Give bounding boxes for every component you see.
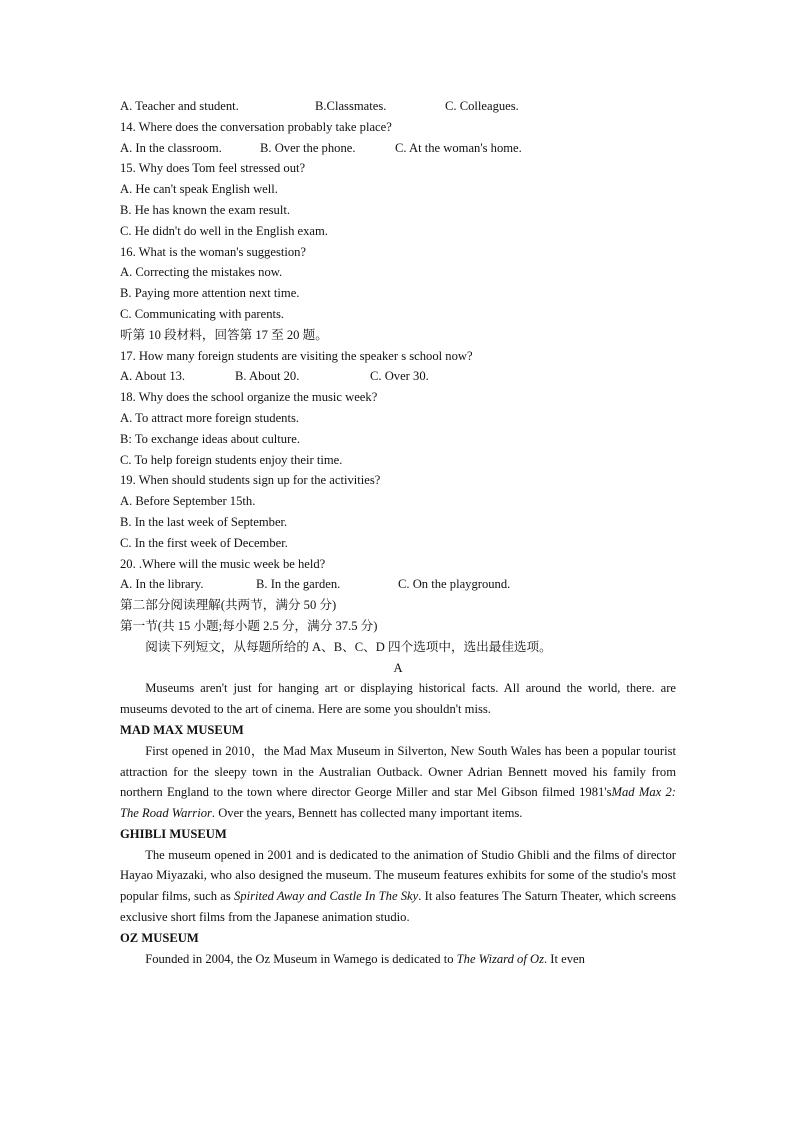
paragraph-text: . It even (544, 951, 585, 966)
option-text: A. Teacher and student. (120, 99, 239, 113)
option-text: C. Over 30. (370, 369, 429, 384)
option-text: C. Colleagues. (445, 99, 519, 113)
option-text: A. He can't speak English well. (120, 182, 278, 197)
option-row (120, 574, 676, 595)
question-text: 20. .Where will the music week be held? (120, 556, 326, 571)
option-text: A. In the library. (120, 577, 204, 592)
question-text: 14. Where does the conversation probably take place? (120, 119, 392, 134)
option-text: C. To help foreign students enjoy their time. (120, 452, 343, 467)
option-text: B. In the garden. (256, 577, 341, 592)
option-text: A. To attract more foreign students. (120, 410, 299, 425)
paragraph-text: . It also features The Saturn Theater, which screens exclusive short films from the Japanese animation studio. (120, 889, 676, 925)
film-title: Spirited Away and Castle In The Sky (234, 889, 419, 904)
option-text: A. About 13. (120, 369, 186, 384)
film-title: Mad Max 2: The Road Warrior (120, 785, 677, 821)
option-text: C. At the woman's home. (395, 140, 522, 155)
paragraph-text: First opened in 2010，the Mad Max Museum in Silverton, New South Wales has been a popular tourist attraction for the sleepy town in the Australian Outback. Owner Adrian Bennett moved his family from northern England to the town where director George Miller and star Mel Gibson filmed 1981's (120, 743, 676, 800)
option-text: A. Correcting the mistakes now. (120, 265, 283, 280)
museum-paragraph (120, 949, 676, 970)
option-text: B. In the last week of September. (120, 514, 288, 529)
question-text: 16. What is the woman's suggestion? (120, 244, 307, 259)
option-text: B. Over the phone. (260, 140, 356, 155)
option-text: B.Classmates. (315, 99, 387, 113)
museum-heading: OZ MUSEUM (120, 930, 199, 945)
section-instruction: 第一节(共 15 小题;每小题 2.5 分，满分 37.5 分) (120, 618, 378, 633)
option-text: B. He has known the exam result. (120, 202, 290, 217)
section-instruction: 听第 10 段材料，回答第 17 至 20 题。 (120, 327, 328, 342)
option-text: C. On the playground. (398, 577, 511, 592)
section-instruction: 第二部分阅读理解(共两节，满分 50 分) (120, 598, 337, 613)
museum-paragraph (120, 845, 676, 928)
museum-heading: GHIBLI MUSEUM (120, 826, 227, 841)
question-text: 19. When should students sign up for the activities? (120, 473, 381, 488)
question-text: 17. How many foreign students are visiting the speaker s school now? (120, 348, 473, 363)
passage-intro: Museums aren't just for hanging art or displaying historical facts. All around the world, there. are museums devoted to the art of cinema. Here are some you shouldn't miss. (120, 681, 676, 717)
section-instruction: 阅读下列短文，从每题所给的 A、B、C、D 四个选项中，选出最佳选项。 (145, 639, 552, 654)
paragraph-text: . Over the years, Bennett has collected many important items. (211, 806, 523, 821)
option-row (120, 96, 676, 117)
option-row (120, 366, 676, 387)
museum-heading: MAD MAX MUSEUM (120, 722, 244, 737)
option-text: B. Paying more attention next time. (120, 286, 300, 301)
option-text: A. In the classroom. (120, 140, 222, 155)
question-text: 18. Why does the school organize the music week? (120, 390, 378, 405)
option-text: B: To exchange ideas about culture. (120, 431, 301, 446)
museum-paragraph (120, 741, 676, 824)
paragraph-text: The museum opened in 2001 and is dedicated to the animation of Studio Ghibli and the films of director Hayao Miyazaki, who also designed the museum. The museum features exhibits for some of the studio's most popular films, such as (120, 847, 676, 904)
film-title: The Wizard of Oz (456, 951, 544, 966)
question-text: 15. Why does Tom feel stressed out? (120, 161, 306, 176)
option-row (120, 138, 676, 159)
option-text: C. Communicating with parents. (120, 306, 285, 321)
option-text: C. He didn't do well in the English exam. (120, 223, 328, 238)
document-page (120, 96, 676, 969)
passage-label: A (393, 660, 403, 675)
option-text: A. Before September 15th. (120, 494, 256, 509)
option-text: C. In the first week of December. (120, 535, 288, 550)
paragraph-text: Founded in 2004, the Oz Museum in Wamego is dedicated to (145, 951, 457, 966)
option-text: B. About 20. (235, 369, 300, 384)
